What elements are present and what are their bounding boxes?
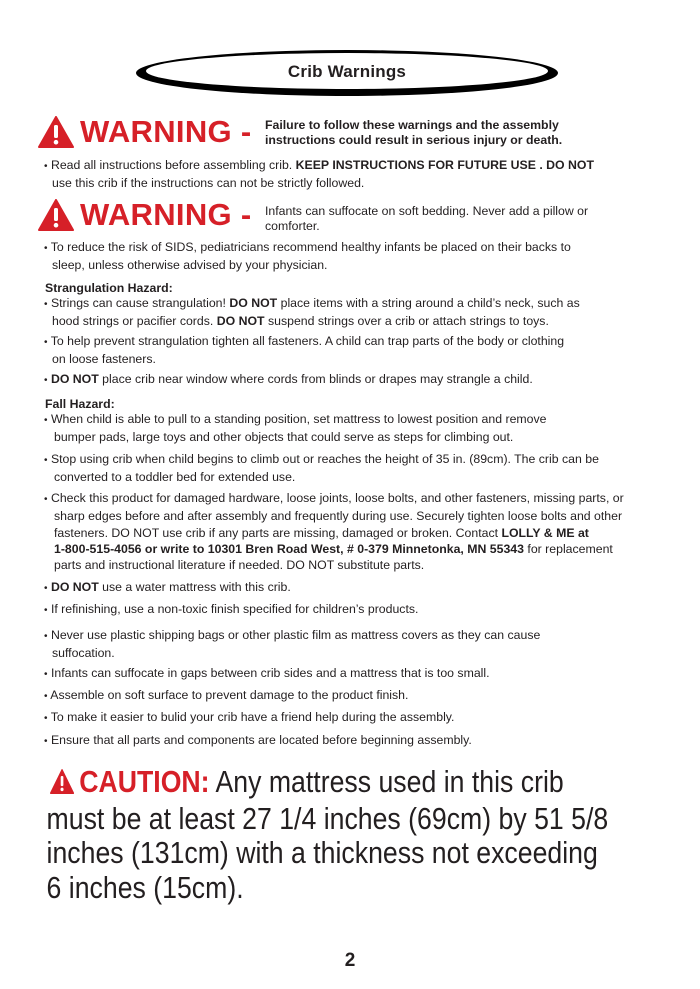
caution-line-3: inches (131cm) with a thickness not exceeding xyxy=(46,835,598,870)
strangulation-item-1 xyxy=(44,295,580,330)
text-span: Read all instructions before assembling crib. xyxy=(50,158,296,172)
warning-text-2 xyxy=(265,204,588,233)
caution-triangle-icon xyxy=(50,767,74,802)
warning-text-1-line-2: instructions could result in serious injury or death. xyxy=(265,132,563,147)
text-span: To make it easier to bulid your crib have a friend help during the assembly. xyxy=(50,710,455,724)
caution-label: CAUTION: xyxy=(79,764,210,799)
text-line: sharp edges before and after assembly and frequently during use. Securely tighten loose bolts and other xyxy=(54,509,623,524)
text-line: suffocation. xyxy=(52,646,115,661)
warning-banner-2 xyxy=(38,197,251,233)
strangulation-heading: Strangulation Hazard: xyxy=(45,281,173,295)
bullet: • xyxy=(44,631,48,642)
caution-line-1: Any mattress used in this crib xyxy=(209,764,564,799)
fall-item-1 xyxy=(44,411,547,446)
text-span: for replacement xyxy=(523,541,613,556)
bullet: • xyxy=(44,299,48,310)
text-line: bumper pads, large toys and other objects that could serve as steps for climbing out. xyxy=(54,430,514,445)
bullet: • xyxy=(44,494,48,505)
text-line: use this crib if the instructions can not be strictly followed. xyxy=(52,176,365,191)
bullet: • xyxy=(44,713,48,724)
warning-triangle-icon xyxy=(38,199,74,231)
caution-block xyxy=(46,764,699,905)
strangulation-item-3 xyxy=(44,371,533,389)
bullet: • xyxy=(44,415,48,426)
text-span: use a water mattress with this crib. xyxy=(98,580,291,594)
fall-item-3 xyxy=(44,490,624,573)
misc-item-3 xyxy=(44,627,540,662)
warning-text-2-line-2: comforter. xyxy=(265,218,320,233)
warning-text-1-line-1: Failure to follow these warnings and the assembly xyxy=(265,118,559,132)
text-span: Infants can suffocate in gaps between crib sides and a mattress that is too small. xyxy=(50,666,490,680)
bullet: • xyxy=(44,455,48,466)
misc-item-7 xyxy=(44,732,472,750)
text-span: When child is able to pull to a standing position, set mattress to lowest position and remove xyxy=(50,412,547,426)
bullet: • xyxy=(44,375,48,386)
bold-span: DO NOT xyxy=(50,372,99,386)
page-title: Crib Warnings xyxy=(287,62,407,81)
text-line: converted to a toddler bed for extended use. xyxy=(54,470,296,485)
bold-span: DO NOT xyxy=(229,296,278,310)
warning-label-2: WARNING - xyxy=(80,197,252,232)
bullet: • xyxy=(44,161,48,172)
text-span: hood strings or pacifier cords. xyxy=(52,314,217,329)
text-span: place crib near window where cords from blinds or drapes may strangle a child. xyxy=(98,372,533,386)
text-span: To reduce the risk of SIDS, pediatricians recommend healthy infants be placed on their backs to xyxy=(50,240,571,254)
caution-line-2: must be at least 27 1/4 inches (69cm) by 51 5/8 xyxy=(46,800,609,836)
bullet: • xyxy=(44,691,48,702)
bold-span: DO NOT xyxy=(50,580,99,594)
bold-span: DO NOT xyxy=(216,314,265,329)
bullet: • xyxy=(44,243,48,254)
bullet: • xyxy=(44,337,48,348)
misc-item-2 xyxy=(44,601,418,619)
text-line: sleep, unless otherwise advised by your physician. xyxy=(52,258,328,273)
misc-item-5 xyxy=(44,687,408,705)
sids-paragraph xyxy=(44,239,571,274)
misc-item-1 xyxy=(44,579,291,597)
text-span: Never use plastic shipping bags or other plastic film as mattress covers as they can cause xyxy=(50,628,541,642)
text-span: fasteners. DO NOT use crib if any parts are missing, damaged or broken. Contact xyxy=(54,525,502,540)
text-span: Check this product for damaged hardware, loose joints, loose bolts, and other fasteners, missing parts, or xyxy=(50,491,624,505)
text-span: Stop using crib when child begins to climb out or reaches the height of 35 in. (89cm). The crib can be xyxy=(50,452,599,466)
text-span: place items with a string around a child’s neck, such as xyxy=(277,296,580,310)
caution-line-4: 6 inches (15cm). xyxy=(46,869,244,905)
text-span: Assemble on soft surface to prevent damage to the product finish. xyxy=(50,688,409,702)
text-span: suspend strings over a crib or attach strings to toys. xyxy=(264,314,549,329)
text-line: on loose fasteners. xyxy=(52,352,156,367)
text-span: If refinishing, use a non-toxic finish specified for children’s products. xyxy=(50,602,419,616)
bullet: • xyxy=(44,583,48,594)
fall-item-2 xyxy=(44,451,599,486)
bold-span: 1-800-515-4056 or write to 10301 Bren Road West, # 0-379 Minnetonka, MN 55343 xyxy=(54,541,524,556)
warning-text-1 xyxy=(265,118,562,147)
text-span: To help prevent strangulation tighten all fasteners. A child can trap parts of the body or clothing xyxy=(50,334,565,348)
fall-heading: Fall Hazard: xyxy=(45,397,115,411)
warning-text-2-line-1: Infants can suffocate on soft bedding. Never add a pillow or xyxy=(265,204,589,218)
misc-item-6 xyxy=(44,709,454,727)
bullet: • xyxy=(44,669,48,680)
text-line: parts and instructional literature if needed. DO NOT substitute parts. xyxy=(54,558,425,573)
text-span: Ensure that all parts and components are located before beginning assembly. xyxy=(50,733,472,747)
instructions-paragraph xyxy=(44,157,594,192)
warning-triangle-icon xyxy=(38,116,74,148)
bold-span: LOLLY & ME at xyxy=(501,525,589,540)
strangulation-item-2 xyxy=(44,333,564,368)
warning-label-1: WARNING - xyxy=(80,114,252,149)
bold-span: KEEP INSTRUCTIONS FOR FUTURE USE . DO NOT xyxy=(295,158,594,172)
page-number: 2 xyxy=(344,950,356,971)
text-span: Strings can cause strangulation! xyxy=(50,296,230,310)
bullet: • xyxy=(44,736,48,747)
misc-item-4 xyxy=(44,665,490,683)
bullet: • xyxy=(44,605,48,616)
warning-banner-1 xyxy=(38,114,251,150)
